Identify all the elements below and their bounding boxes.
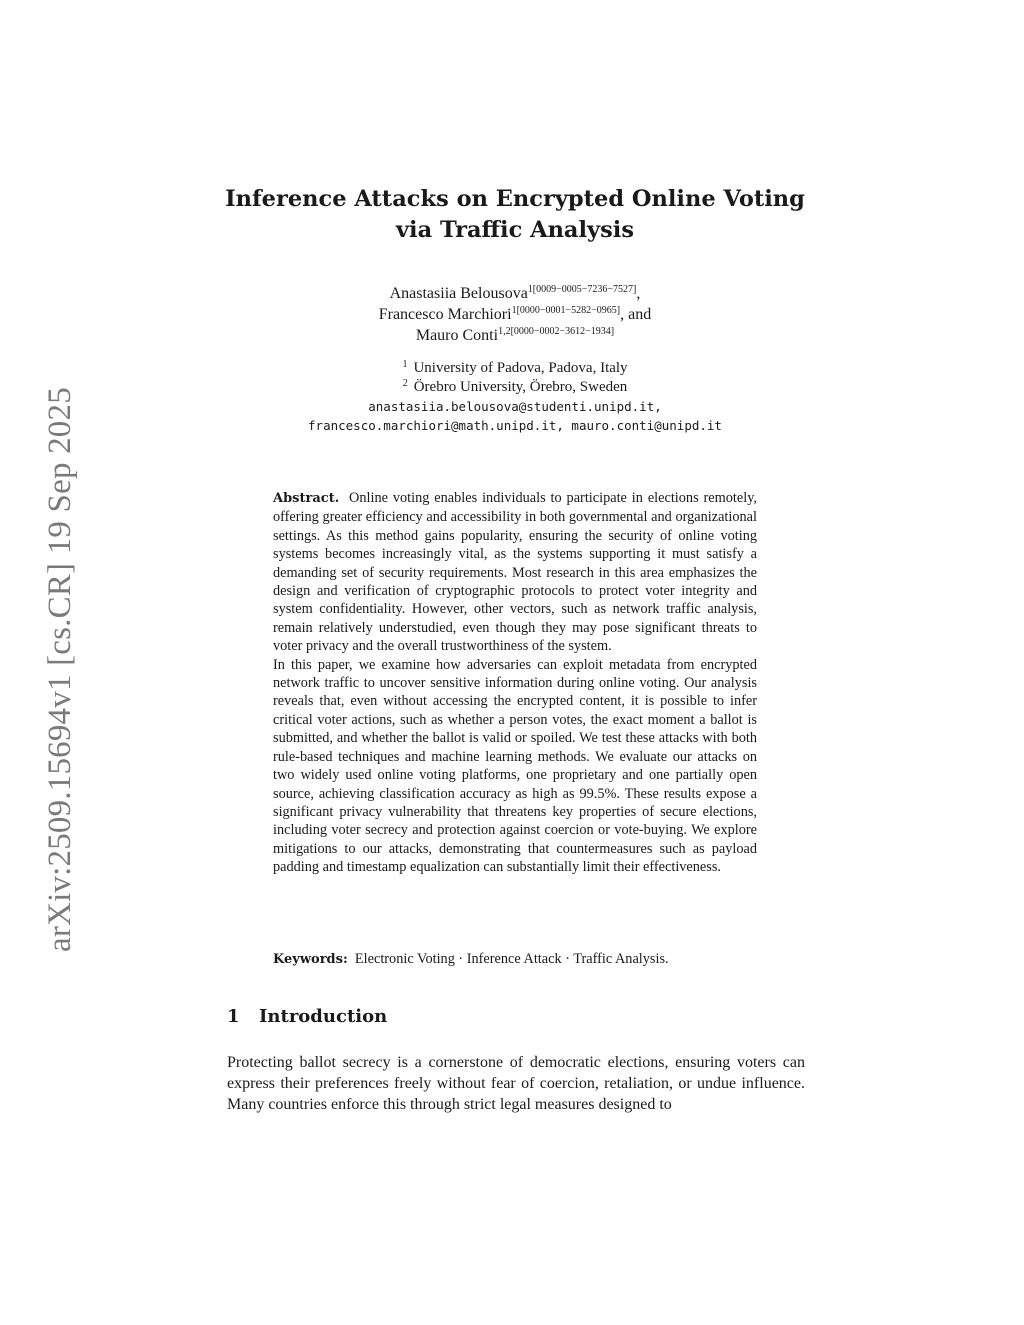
arxiv-identifier: arXiv:2509.15694v1 [cs.CR] 19 Sep 2025 <box>42 387 78 952</box>
author-name: Mauro Conti <box>415 327 499 344</box>
author-orcid: 1,2[0000−0002−3612−1934] <box>498 326 615 337</box>
keywords-label: Keywords: <box>273 952 348 967</box>
affiliation-number: 2 <box>402 378 408 389</box>
affiliation-2 <box>200 378 830 397</box>
author-3 <box>240 325 790 346</box>
author-separator: , <box>636 285 641 302</box>
paper-title-line-2: via Traffic Analysis <box>395 217 635 243</box>
author-orcid: 1[0009−0005−7236−7527] <box>527 284 637 295</box>
author-1 <box>240 283 790 304</box>
section-number: 1 <box>227 1006 240 1027</box>
affiliation-1 <box>200 359 830 378</box>
paper-title-line-1: Inference Attacks on Encrypted Online Voting <box>225 186 805 212</box>
section-heading <box>227 1006 387 1027</box>
author-separator: , and <box>620 306 652 323</box>
paper-title <box>160 184 870 246</box>
affiliations <box>200 359 830 435</box>
keywords <box>273 950 757 969</box>
affiliation-text: Örebro University, Örebro, Sweden <box>413 379 628 395</box>
abstract-paragraph-2: In this paper, we examine how adversaries can exploit metadata from encrypted network traffic to uncover sensitive information during online voting. Our analysis reveals that, even without accessing the encrypted content, it is possible to infer critical voter actions, such as whether a person votes, the exact moment a ballot is submitted, and whether the ballot is valid or spoiled. We test these attacks with both rule-based techniques and machine learning methods. We evaluate our attacks on two widely used online voting platforms, one proprietary and one partially open source, achieving classification accuracy as high as 99.5%. These results expose a significant privacy vulnerability that threatens key properties of secure elections, including voter secrecy and protection against coercion or vote-buying. We explore mitigations to our attacks, demonstrating that countermeasures such as payload padding and timestamp equalization can substantially limit their effectiveness. <box>273 656 757 876</box>
abstract-paragraph-1 <box>273 489 757 656</box>
abstract-text-1: Online voting enables individuals to participate in elections remotely, offering greater efficiency and accessibility in both governmental and organizational settings. As this method gains popularity, ensuring the security of online voting systems becomes increasingly vital, as the systems supporting it must satisfy a demanding set of security requirements. Most research in this area emphasizes the design and verification of cryptographic protocols to protect voter integrity and system confidentiality. However, other vectors, such as network traffic analysis, remain relatively understudied, even though they may pose significant threats to voter privacy and the overall trustworthiness of the system. <box>273 490 758 655</box>
abstract <box>273 489 757 877</box>
author-list <box>240 283 790 346</box>
author-orcid: 1[0000−0001−5282−0965] <box>511 305 621 316</box>
author-name: Anastasiia Belousova <box>389 285 528 302</box>
section-title: Introduction <box>259 1006 388 1027</box>
affiliation-text: University of Padova, Padova, Italy <box>413 360 628 376</box>
email-line-2: francesco.marchiori@math.unipd.it, mauro.conti@unipd.it <box>308 418 722 433</box>
affiliation-number: 1 <box>402 359 408 370</box>
email-line-1: anastasiia.belousova@studenti.unipd.it, <box>368 399 662 414</box>
author-name: Francesco Marchiori <box>378 306 512 323</box>
intro-paragraph: Protecting ballot secrecy is a cornerstone of democratic elections, ensuring voters can express their preferences freely without fear of coercion, retaliation, or undue influence. Many countries enforce this through strict legal measures designed to <box>227 1054 805 1113</box>
abstract-label: Abstract. <box>273 491 340 506</box>
author-2 <box>240 304 790 325</box>
keywords-text: Electronic Voting · Inference Attack · Traffic Analysis. <box>354 951 669 967</box>
